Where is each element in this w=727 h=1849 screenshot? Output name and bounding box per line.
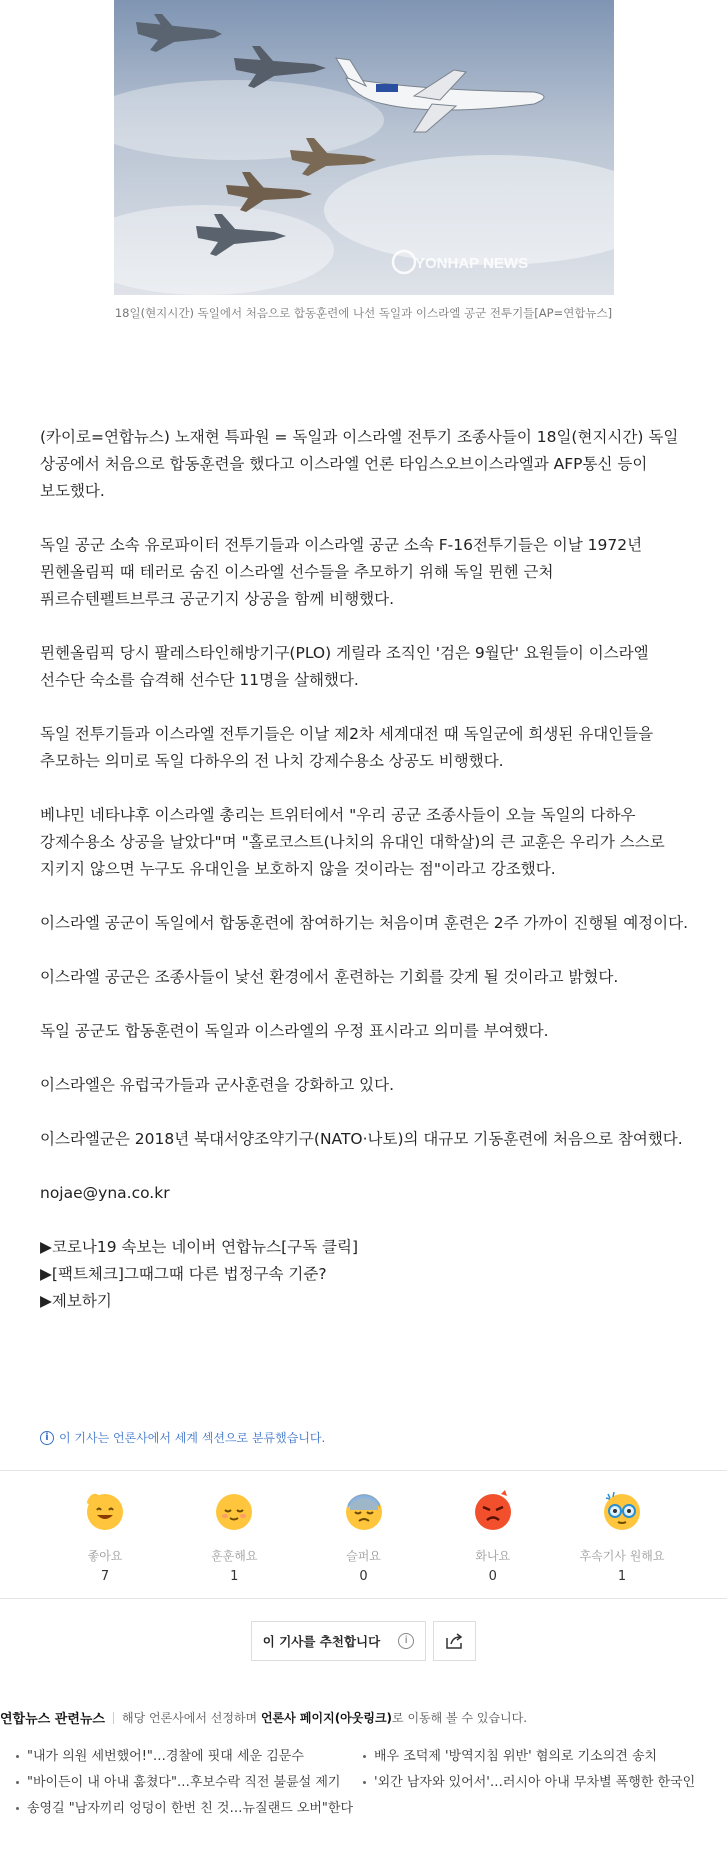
glasses-face-icon — [600, 1488, 644, 1532]
recommend-button[interactable] — [251, 1621, 426, 1661]
reaction-label: 좋아요 — [87, 1549, 123, 1563]
recommend-label: 이 기사를 추천합니다 — [262, 1634, 381, 1649]
reaction-sad[interactable] — [309, 1488, 419, 1584]
reaction-label: 후속기사 원해요 — [579, 1549, 665, 1563]
report-link[interactable]: ▶제보하기 — [40, 1292, 112, 1310]
reaction-bar — [50, 1488, 677, 1584]
article-paragraph: 이스라엘은 유럽국가들과 군사훈련을 강화하고 있다. — [40, 1076, 395, 1094]
article-paragraph: 이스라엘 공군이 독일에서 합동훈련에 참여하기는 처음이며 훈련은 2주 가까이 진행될 예정이다. — [40, 914, 689, 932]
reaction-count: 0 — [359, 1569, 368, 1584]
article-paragraph: 이스라엘 공군은 조종사들이 낯선 환경에서 훈련하는 기회를 갖게 될 것이라고 밝혔다. — [40, 968, 619, 986]
article-paragraph: 독일 공군도 합동훈련이 독일과 이스라엘의 우정 표시라고 의미를 부여했다. — [40, 1022, 549, 1040]
related-news-title[interactable]: 연합뉴스 관련뉴스 — [0, 1712, 105, 1727]
info-icon: i — [40, 1431, 54, 1445]
bullet-icon — [16, 1755, 19, 1758]
reaction-label: 훈훈해요 — [211, 1549, 258, 1563]
factcheck-link[interactable]: ▶[팩트체크]그때그때 다른 법정구속 기준? — [40, 1265, 327, 1283]
reaction-label: 화나요 — [475, 1549, 511, 1563]
article-paragraph: 독일 공군 소속 유로파이터 전투기들과 이스라엘 공군 소속 F-16전투기들은 이날 1972년 뮌헨올림픽 때 테러로 숨진 이스라엘 선수들을 추모하기 위해 독일 뮌헨 근처 퓌르슈텐펠트브루크 공군기지 상공을 함께 비행했다. — [40, 536, 643, 608]
divider — [0, 1598, 727, 1599]
article-paragraph: 베냐민 네타냐후 이스라엘 총리는 트위터에서 "우리 공군 조종사들이 오늘 독일의 다하우 강제수용소 상공을 날았다"며 "홀로코스트(나치의 유대인 대학살)의 큰 교훈은 우리가 스스로 지키지 않으면 누구도 유대인을 보호하지 않을 것이라는 점"이라고 강조했다. — [40, 806, 665, 878]
angry-face-icon — [471, 1488, 515, 1532]
separator — [113, 1712, 114, 1724]
warm-face-icon — [212, 1488, 256, 1532]
reaction-want-followup[interactable] — [567, 1488, 677, 1584]
article-body — [40, 424, 690, 1315]
section-info — [40, 1429, 325, 1446]
article-paragraph: 독일 전투기들과 이스라엘 전투기들은 이날 제2차 세계대전 때 독일군에 희생된 유대인들을 추모하는 의미로 독일 다하우의 전 나치 강제수용소 상공도 비행했다. — [40, 725, 654, 770]
reaction-count: 1 — [617, 1569, 627, 1584]
subscribe-link[interactable]: ▶코로나19 속보는 네이버 연합뉴스[구독 클릭] — [40, 1238, 358, 1256]
reaction-count: 0 — [488, 1569, 497, 1584]
reaction-count: 1 — [230, 1569, 239, 1584]
photo-caption: 18일(현지시간) 독일에서 처음으로 합동훈련에 나선 독일과 이스라엘 공군 전투기들[AP=연합뉴스] — [114, 306, 613, 320]
related-news-list — [0, 1741, 727, 1819]
article-paragraph: (카이로=연합뉴스) 노재현 특파원 = 독일과 이스라엘 전투기 조종사들이 18일(현지시간) 독일 상공에서 처음으로 합동훈련을 했다고 이스라엘 언론 타임스오브이스라엘과 AFP통신 등이 보도했다. — [40, 428, 679, 500]
yonhap-watermark: YONHAP NEWS — [415, 255, 529, 272]
article-paragraph: 이스라엘군은 2018년 북대서양조약기구(NATO·나토)의 대규모 기동훈련에 처음으로 참여했다. — [40, 1130, 683, 1148]
reaction-angry[interactable] — [438, 1488, 548, 1584]
share-button[interactable] — [433, 1621, 476, 1661]
bullet-icon — [363, 1755, 366, 1758]
reaction-count: 7 — [100, 1569, 110, 1584]
reaction-label: 슬퍼요 — [346, 1549, 381, 1563]
related-row — [0, 1793, 727, 1819]
reaction-like[interactable] — [50, 1488, 160, 1584]
related-news-item[interactable]: "바이든이 내 아내 훔쳤다"…후보수락 직전 불륜설 제기 — [0, 1771, 363, 1790]
reporter-email: nojae@yna.co.kr — [40, 1184, 170, 1202]
section-info-text: 이 기사는 언론사에서 세계 섹션으로 분류했습니다. — [59, 1431, 326, 1445]
related-news-header — [0, 1708, 527, 1727]
related-news-desc: 해당 언론사에서 선정하며 언론사 페이지(아웃링크)로 이동해 볼 수 있습니다. — [122, 1711, 528, 1725]
bullet-icon — [16, 1781, 19, 1784]
related-row — [0, 1741, 727, 1767]
sad-face-icon — [342, 1488, 386, 1532]
reaction-warm[interactable] — [179, 1488, 289, 1584]
article-paragraph: 뮌헨올림픽 당시 팔레스타인해방기구(PLO) 게릴라 조직인 '검은 9월단' 요원들이 이스라엘 선수단 숙소를 습격해 선수단 11명을 살해했다. — [40, 644, 649, 689]
related-news-item[interactable]: '외간 남자와 있어서'…러시아 아내 무차별 폭행한 한국인 — [363, 1771, 726, 1790]
related-row — [0, 1767, 727, 1793]
article-photo — [114, 0, 614, 295]
outlink-label: 언론사 페이지(아웃링크) — [260, 1711, 393, 1725]
related-news-item[interactable]: "내가 의원 세번했어!"…경찰에 핏대 세운 김문수 — [0, 1745, 363, 1764]
jets-photo — [114, 0, 614, 295]
smile-face-icon — [83, 1488, 127, 1532]
divider — [0, 1470, 727, 1471]
related-news-item[interactable]: 송영길 "남자끼리 엉덩이 한번 친 것…뉴질랜드 오버"한다 — [0, 1797, 363, 1816]
bullet-icon — [16, 1807, 19, 1810]
promo-links — [40, 1234, 690, 1315]
share-icon — [445, 1632, 465, 1650]
info-icon[interactable]: i — [398, 1633, 414, 1649]
related-news-item[interactable]: 배우 조덕제 '방역지침 위반' 혐의로 기소의견 송치 — [363, 1745, 726, 1764]
bullet-icon — [363, 1781, 366, 1784]
